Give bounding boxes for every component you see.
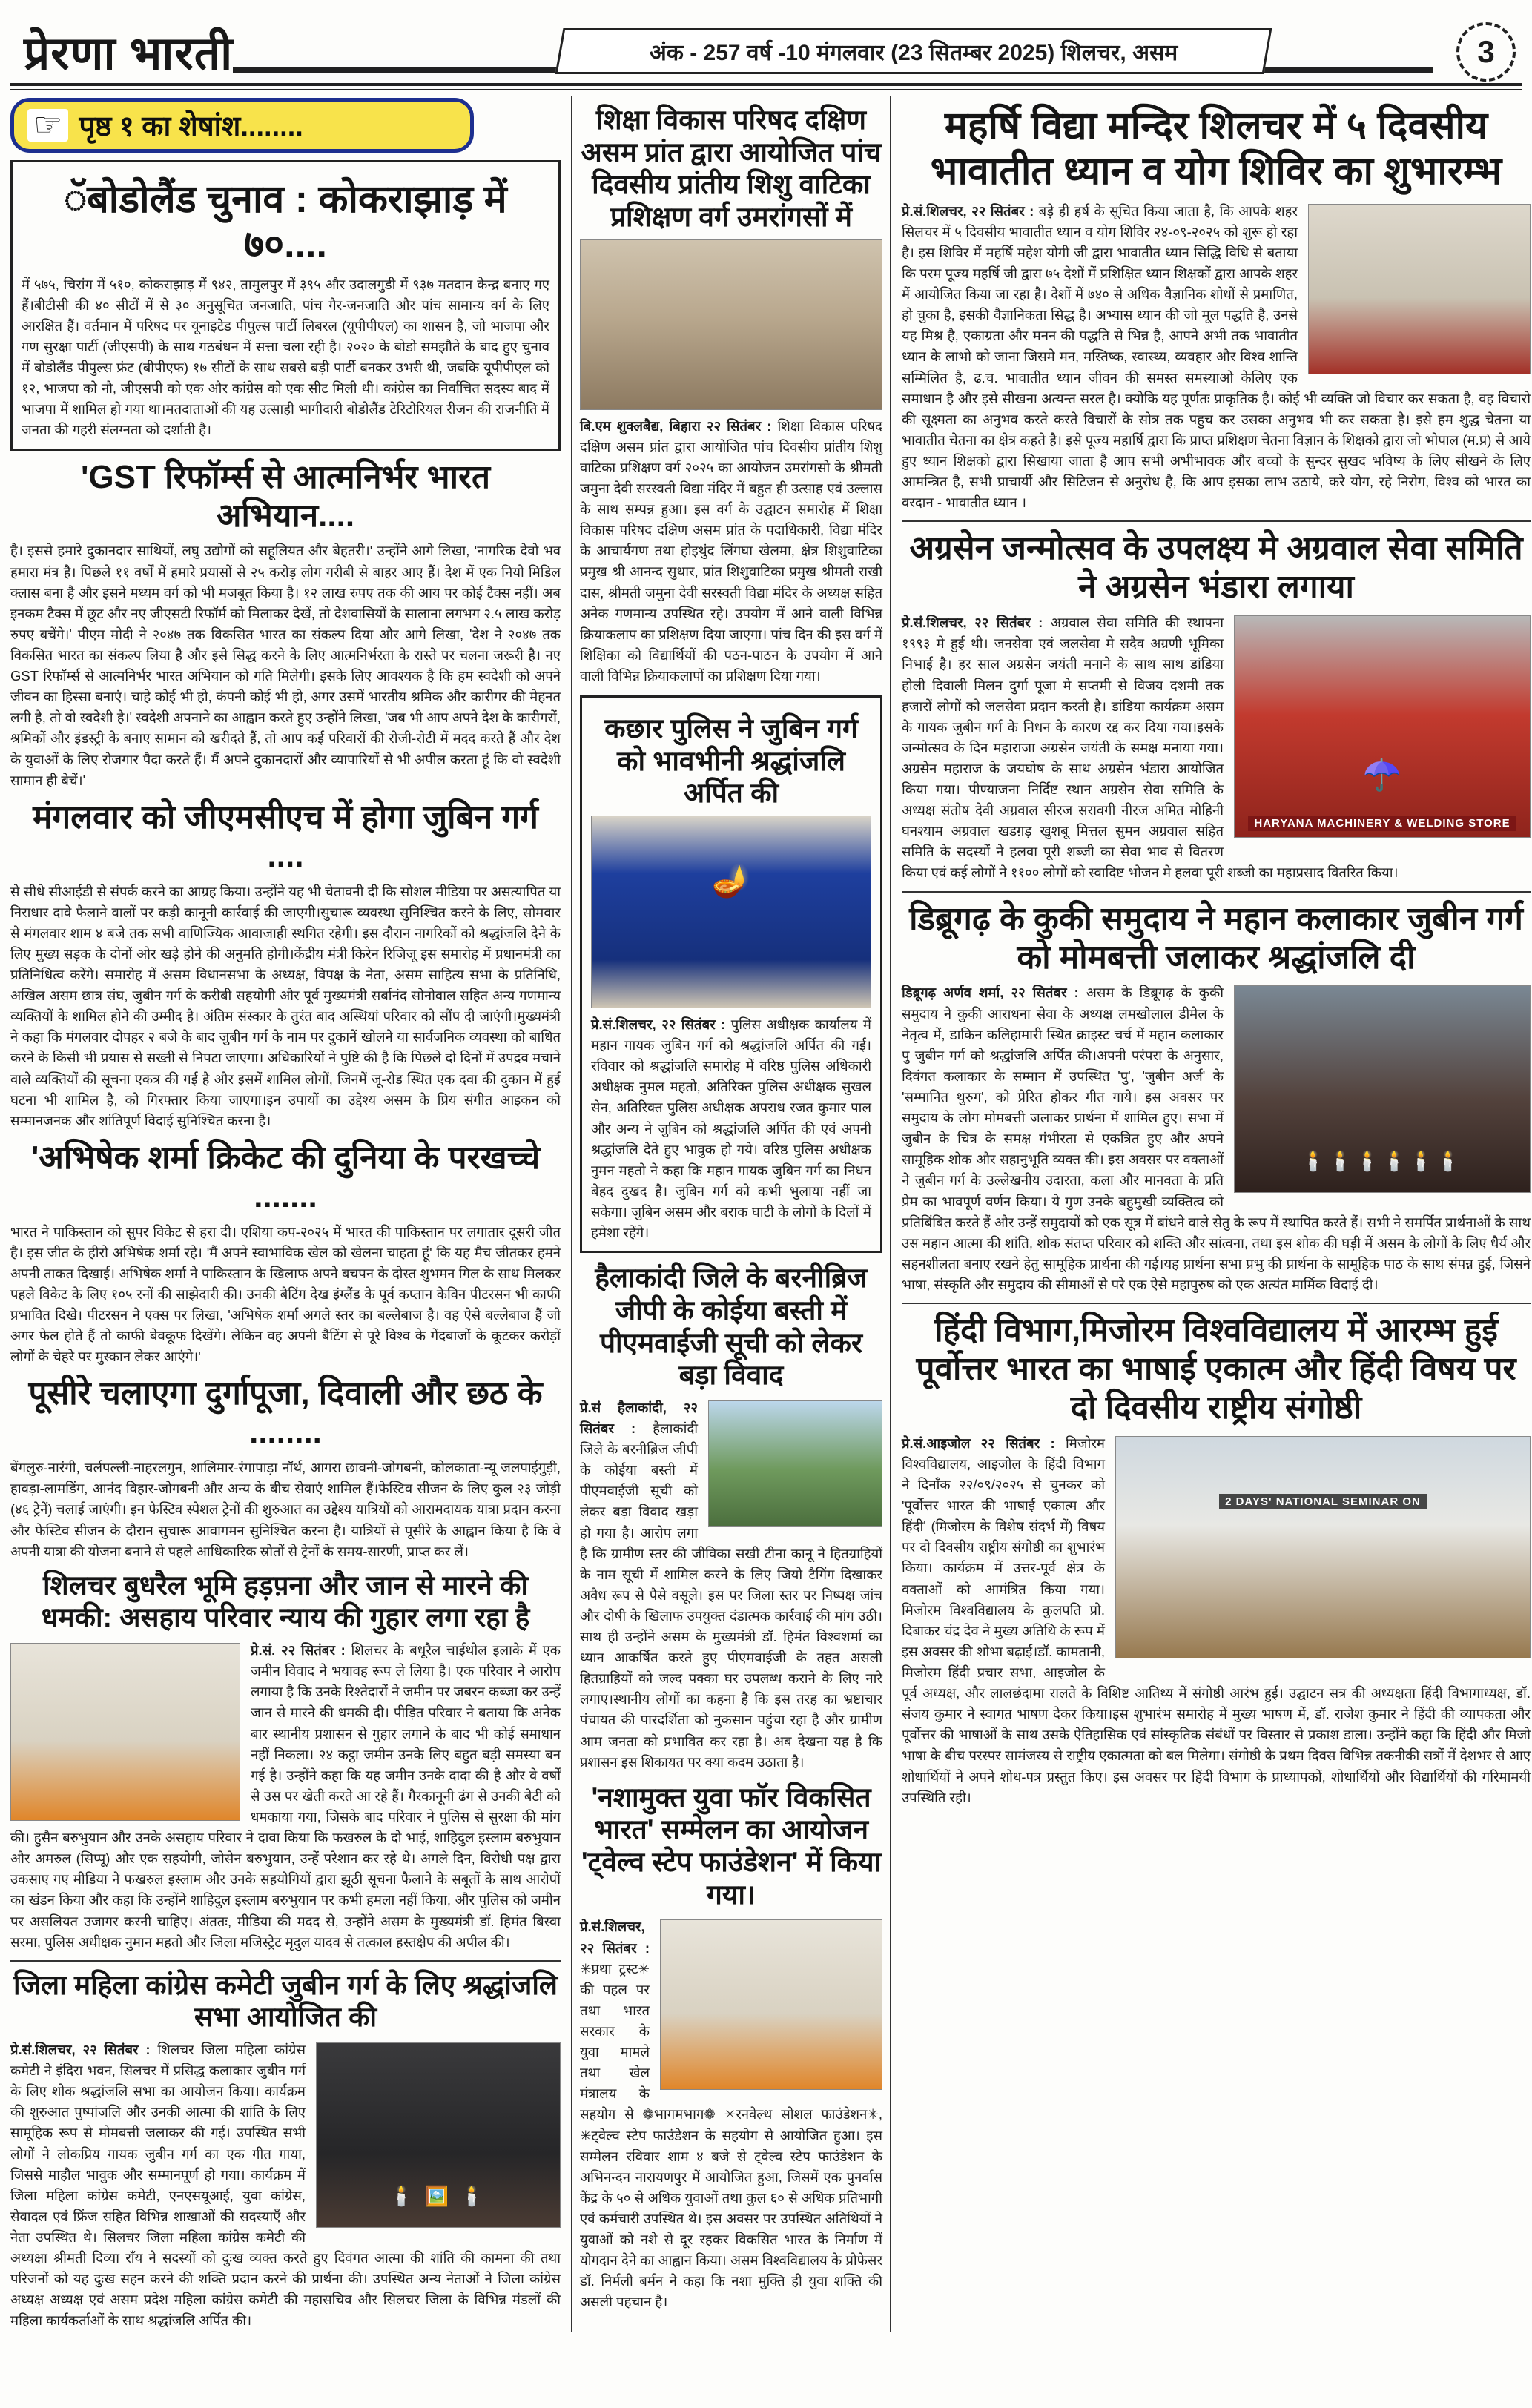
article-divider [10, 1960, 561, 1962]
article-body: मिजोरम विश्वविद्यालय, आइजोल के हिंदी विभाग ने दिनाँक २२/०९/२०२५ से चुनकर को 'पूर्वोत्तर भारत की भाषाई एकात्म और हिंदी' (मिजोरम के विशेष संदर्भ में) विषय पर दो दिवसीय राष्ट्रीय संगोष्ठी का शुभारंभ किया। कार्यक्रम में उत्तर-पूर्व क्षेत्र के वक्ताओं को आमंत्रित किया गया। मिजोरम विश्वविद्यालय के कुलपति प्रो. दिबाकर चंद्र देव ने मुख्य अतिथि के रूप में इस अवसर की शोभा बढ़ाई।डॉ. कामतानी, मिजोरम हिंदी प्रचार सभा, आइजोल के पूर्व अध्यक्ष, और लालछंदामा रालते के विशिष्ट आतिथ्य में संगोष्ठी आरंभ हुई। उद्घाटन सत्र की अध्यक्षता हिंदी विभागाध्यक्ष, डॉ. संजय कुमार ने स्वागत भाषण देकर किया।इस शुभारंभ समारोह में मुख्य भाषण में, डॉ. राजेश कुमार ने हिंदी की व्यापकता और पूर्वोत्तर की भाषाओं के साथ उसके ऐतिहासिक एवं सांस्कृतिक संबंधों पर विस्तार से प्रकाश डाला। उन्होंने कहा कि हिंदी और मिजो भाषा के बीच परस्पर सामंजस्य से राष्ट्रीय एकात्मता को बल मिलेगा। संगोष्ठी के प्रथम दिवस विभिन्न तकनीकी सत्रों में देशभर से आए शोधार्थियों ने अपने शोध-पत्र प्रस्तुत किए। इस अवसर पर हिंदी विभाग के प्राध्यापकों, शोधार्थियों और विद्यार्थियों की गरिमामयी उपस्थिति रही। [902, 1435, 1531, 1805]
article-byline: प्रे.सं.शिलचर, २२ सितंबर : [902, 202, 1034, 219]
article-byline: प्रे.सं. २२ सितंबर : [251, 1642, 346, 1658]
article-body: से सीधे सीआईडी से संपर्क करने का आग्रह किया। उन्होंने यह भी चेतावनी दी कि सोशल मीडिया पर असत्यापित या निराधार दावे फैलाने वालों पर कड़ी कानूनी कार्रवाई की जाएगी।सुचारू व्यवस्था सुनिश्चित करने के लिए, सोमवार से मंगलवार शाम ४ बजे तक सभी वाणिज्यिक आवाजाही स्थगित रहेगी। इस दौरान नागरिकों को श्रद्धांजलि देने के लिए मुख्य सड़क के दोनों ओर खड़े होने की अनुमति होगी।केंद्रीय मंत्री किरेन रिजिजू इस समारोह में प्रधानमंत्री का प्रतिनिधित्व करेंगे। समारोह में असम विधानसभा के अध्यक्ष, विपक्ष के नेता, असम साहित्य सभा के प्रतिनिधि, अखिल असम छात्र संघ, जुबीन गर्ग के करीबी सहयोगी और पूर्व मुख्यमंत्री सर्बानंद सोनोवाल सहित अन्य गणमान्य व्यक्तियों के शामिल होने की उम्मीद है। अंतिम संस्कार के तुरंत बाद अस्थियां परिवार को सौंप दी जाएंगी।मुख्यमंत्री ने कहा कि मंगलवार दोपहर २ बजे के बाद जुबीन गर्ग के नाम पर दुकानें खोलने या सार्वजनिक व्यवस्था को बाधित करने के किसी भी प्रयास से सख्ती से निपटा जाएगा। अधिकारियों ने पुष्टि की है कि पिछले दो दिनों में उपद्रव मचाने वाले व्यक्तियों की सूचना एकत्र की गई है और इसमें शामिल लोगों, जिनमें जू-रोड स्थित एक दवा की दुकान में हुई घटना भी शामिल है, को गिरफ्तार किया जाएगा।इन उपायों का उद्देश्य असम के प्रिय संगीत आइकन को सम्मानजनक और शांतिपूर्ण विदाई सुनिश्चित करना है। [10, 883, 561, 1128]
article-body-wrap [591, 1014, 871, 1243]
article-photo [708, 1400, 882, 1526]
article-nashamukt [580, 1782, 882, 2313]
article-divider [902, 891, 1531, 893]
article-photo [580, 239, 882, 410]
page-number: 3 [1477, 34, 1495, 69]
article-photo [1234, 985, 1531, 1193]
article-body: शिलचर के बधूरैल चाईथोल इलाके में एक जमीन विवाद ने भयावह रूप ले लिया है। एक परिवार ने आरोप लगाया है कि उनके रिश्तेदारों ने जमीन पर जबरन कब्जा कर उन्हें जान से मारने की धमकी दी। पीड़ित परिवार ने बताया कि अनेक बार स्थानीय प्रशासन से गुहार लगाने के बाद भी कोई समाधान नहीं निकला। २४ कट्ठा जमीन उनके लिए बहुत बड़ी समस्या बन गई है। उन्होंने कहा कि यह जमीन उनके दादा की है और वे वर्षों से उस पर खेती करते आ रहे हैं। गैरकानूनी ढंग से उनकी बेटी को धमकाया गया, जिसके बाद परिवार ने पुलिस से सुरक्षा की मांग की। हुसैन बरुभुयान और उनके असहाय परिवार ने दावा किया कि फखरुल के दो भाई, शाहिदुल इस्लाम बरुभुयान और अमरुल (सिप्पू) और एक सहयोगी, जोसेन बरुभुयान, उन्हें परेशान कर रहे थे। अगले दिन, विरोधी पक्ष द्वारा उकसाए गए मीडिया ने फखरुल इस्लाम और उनके सहयोगियों द्वारा झूठी सूचना फैलाने के सबूतों के साथ आरोपों का खंडन किया और कहा कि उन्होंने शाहिदुल इस्लाम बरुभुयान पर कभी हमला नहीं किया, और पुलिस को जमीन पर असलियत उजागर करनी चाहिए। अंततः, मीडिया की मदद से, उन्होंने असम के मुख्यमंत्री डॉ. हिमंत बिस्वा सरमा, पुलिस अधीक्षक नुमान महतो और जिला मजिस्ट्रेट मृदुल यादव से तत्काल हस्तक्षेप की अपील की। [10, 1642, 561, 1950]
candle-flames-icon: 🕯️ 🖼️ 🕯️ [389, 2185, 487, 2208]
article-headline: डिब्रूगढ़ के कुकी समुदाय ने महान कलाकार जुबीन गर्ग को मोमबत्ती जलाकर श्रद्धांजलि दी [909, 900, 1523, 976]
article-byline: प्रे.सं.शिलचर, २२ सितंबर : [10, 2042, 151, 2058]
article-body: अग्रवाल सेवा समिति की स्थापना १९९३ मे हुई थी। जनसेवा एवं जलसेवा मे सदैव अग्रणी भूमिका निभाई है। हर साल अग्रसेन जयंती मनाने के साथ साथ डांडिया होली दिवाली मिलन दुर्गा पूजा मे सप्तमी से विजय दशमी तक हजारों लोगों को जलसेवा प्रदान करती है। डांडिया कार्यक्रम असम के गायक जुबीन गर्ग के निधन के कारण रद्द कर दिया गया।इसके जन्मोत्सव के दिन महाराजा अग्रसेन जयंती के समक्ष मनाया गया। अग्रसेन महाराज के जयघोष के साथ अग्रसेन भंडारा आयोजित किया गया। पीण्याजना निर्दिष्ट स्थान अग्रसेन सेवा समिति के अध्यक्ष संतोष देवी अग्रवाल सीरज सरावगी नीरज अमित मोहिनी घनश्याम अग्रवाल खडग़ड़ खुशबू मित्तल सुमन अग्रवाल सहित समिति के सदस्यों ने हलवा पूरी शब्जी का सेवा भाव से वितरण किया एवं कई लोगों ने ११०० लोगों को स्वादिष्ट भोजन मे हलवा पूरी शब्जी का महाप्रसाद वितरित किया। [902, 615, 1399, 881]
article-hindi-seminar [902, 1312, 1531, 1808]
candle-flames-icon: 🕯️🕯️🕯️🕯️🕯️🕯️ [1301, 1150, 1464, 1173]
article-divider [902, 520, 1531, 522]
pointing-hand-icon: ☞ [27, 109, 68, 142]
content-grid [10, 96, 1531, 2332]
article-headline: जिला महिला कांग्रेस कमेटी जुबीन गर्ग के लिए श्रद्धांजलि सभा आयोजित की [13, 1969, 558, 2033]
article-photo [1115, 1436, 1531, 1658]
article-body: पुलिस अधीक्षक कार्यालय में महान गायक जुबिन गर्ग को श्रद्धांजलि अर्पित की गई। रविवार को श्रद्धांजलि समारोह में वरिष्ठ पुलिस अधिकारी अधीक्षक नुमल महतो, अतिरिक्त पुलिस अधीक्षक सुखल सेन, अतिरिक्त पुलिस अधीक्षक अपराध रजत कुमार पाल और अन्य ने जुबिन को श्रद्धांजलि अर्पित की एवं अपनी श्रद्धांजलि देते हुए भावुक हो गये। वरिष्ठ पुलिस अधीक्षक नुमन महतो ने कहा कि महान गायक जुबिन गर्ग का निधन बेहद दुखद है। जुबिन गर्ग को कभी भुलाया नहीं जा सकेगा। जुबिन असम और बराक घाटी के लोगों के दिलों में हमेशा रहेंगे। [591, 1016, 871, 1241]
article-shiksha-parishad [580, 104, 882, 687]
seminar-banner-label: 2 DAYS' NATIONAL SEMINAR ON [1219, 1494, 1427, 1509]
article-gst [10, 458, 561, 791]
article-photo [316, 2042, 561, 2228]
left-column-group [10, 96, 561, 2332]
masthead-title: प्रेरणा भारती [24, 28, 234, 79]
article-photo [1308, 204, 1531, 374]
article-byline: प्रे.सं.आइजोल २२ सितंबर : [902, 1435, 1055, 1451]
article-headline: शिलचर बुधरैल भूमि हड़प़ना और जान से मारने की धमकी: असहाय परिवार न्याय की गुहार लगा रहा है [41, 1570, 530, 1633]
article-headline: महर्षि विद्या मन्दिर शिलचर में ५ दिवसीय भावातीत ध्यान व योग शिविर का शुभारम्भ [930, 105, 1502, 194]
article-bodoland [10, 160, 561, 451]
shop-sign-label: HARYANA MACHINERY & WELDING STORE [1248, 816, 1516, 831]
article-headline: 'GST रिफॉर्म्स से आत्मनिर्भर भारत अभियान.... [80, 458, 491, 534]
article-body-wrap [580, 416, 882, 687]
umbrella-icon: ☂️ [1362, 757, 1402, 793]
article-headline: ॅबोडोलैंड चुनाव : कोकराझाड़ में ७०.... [64, 178, 507, 267]
continuation-banner-label: पृष्ठ १ का शेषांश........ [79, 111, 303, 142]
middle-column-group [571, 96, 891, 2332]
article-photo [591, 816, 871, 1008]
article-body: हैलाकांदी जिले के बरनीब्रिज जीपी के कोईया बस्ती में पीएमवाईजी सूची को लेकर बड़ा विवाद खड़ा हो गया है। आरोप लगा है कि ग्रामीण स्तर की जीविका सखी टीना कानू ने हितग्राहियों के नाम सूची में शामिल करने के लिए जियो टैगिंग दिखाकर अवैध रूप से पैसे वसूले। इस पर जिला स्तर पर निष्पक्ष जांच और दोषी के खिलाफ उपयुक्त दंडात्मक कार्रवाई की मांग उठी। साथ ही उन्होंने असम के मुख्यमंत्री डॉ. हिमंत विश्वशर्मा का ध्यान आकर्षित करते हुए पीएमवाईजी के तहत असली हितग्राहियों को जल्द पक्का घर उपलब्ध कराने के लिए नारे लगाए।स्थानीय लोगों का कहना है कि इस तरह का भ्रष्टाचार पंचायत की पारदर्शिता को नुकसान पहुंचा रहा है और ग्रामीण आम जनता को प्रभावित कर रहा है। अब देखना यह है कि प्रशासन इस शिकायत पर क्या कदम उठाता है। [580, 1420, 882, 1770]
article-byline: बि.एम शुक्लबैद्य, बिहारा २२ सितंबर : [580, 417, 772, 434]
article-byline: प्रे.सं हैलाकांदी, २२ सितंबर : [580, 1399, 698, 1436]
article-byline: प्रे.सं.शिलचर, २२ सितंबर : [902, 615, 1043, 631]
article-abhishek [10, 1139, 561, 1368]
article-body: में ५७५, चिरांग में ५१०, कोकराझाड़ में ९४२, तामुलपुर में ३९५ और उदालगुडी में ९३७ मतदान केन्द्र बनाए गए हैं।बीटीसी की ४० सीटों में से ३० अनुसूचित जनजाति, पांच गैर-जनजाति और पांच सामान्य वर्ग के लिए आरक्षित हैं। वर्तमान में परिषद पर यूनाइटेड पीपुल्स पार्टी लिबरल (यूपीपीएल) का शासन है, जो भाजपा और गण सुरक्षा पार्टी (जीएसपी) के साथ गठबंधन में सत्ता चला रही है। २०२० के बोडो समझौते के बाद हुए चुनाव में बोडोलैंड पीपुल्स फ्रंट (बीपीएफ) १७ सीटों के साथ सबसे बड़ी पार्टी बनकर उभरी थी, जबकि यूपीपीएल को १२, भाजपा को नौ, जीएसपी को एक और कांग्रेस को एक सीट मिली थी। कांग्रेस का निर्वाचित सदस्य बाद में भाजपा में शामिल हो गया था।मतदाताओं की यह उत्साही भागीदारी बोडोलैंड टेरिटोरियल रीजन की राजनीति में जनता की गहरी संलग्नता को दर्शाती है। [22, 276, 549, 438]
article-headline: शिक्षा विकास परिषद दक्षिण असम प्रांत द्वारा आयोजित पांच दिवसीय प्रांतीय शिशु वाटिका प्रशिक्षण वर्ग उमरांगसों में [581, 105, 882, 232]
article-mahila-congress [10, 1969, 561, 2332]
article-headline: पूसीरे चलाएगा दुर्गापूजा, दिवाली और छठ के ........ [28, 1375, 543, 1451]
page-header [10, 7, 1522, 83]
article-photo [660, 1919, 882, 2090]
article-agrasen [902, 529, 1531, 883]
article-divider [902, 1303, 1531, 1304]
article-maharishi [902, 104, 1531, 513]
continuation-banner [10, 98, 474, 153]
article-headline: अग्रसेन जन्मोत्सव के उपलक्ष्य मे अग्रवाल सेवा समिति ने अग्रसेन भंडारा लगाया [909, 530, 1523, 606]
article-land-dispute [10, 1570, 561, 1953]
article-cachar-police [580, 695, 882, 1253]
article-body: बेंगलुरु-नारंगी, चर्लपल्ली-नाहरलगुन, शालिमार-रंगापाड़ा नॉर्थ, आगरा छावनी-जोगबनी, कोलकाता-न्यू जलपाईगुड़ी, हावड़ा-लामडिंग, आनंद विहार-जोगबनी और अन्य के बीच सेवाएं शामिल हैं।फेस्टिव सीजन के लिए कुल २३ जोड़ी (४६ ट्रेनें) चलाई जाएंगी। इन फेस्टिव स्पेशल ट्रेनों की शुरुआत का उद्देश्य यात्रियों को आरामदायक यात्रा प्रदान करना और फेस्टिव सीजन के दौरान सुचारू आवागमन सुनिश्चित करना है। यात्रियों से पूसीरे के आह्वान किया है कि वे अपनी यात्रा की योजना बनाने से पहले आधिकारिक स्रोतों से ट्रेनों के समय-सारणी, प्राप्त कर लें। [10, 1460, 561, 1559]
article-photo [1234, 615, 1531, 838]
article-byline: प्रे.सं.शिलचर, २२ सितंबर : [580, 1919, 650, 1956]
article-headline: कछार पुलिस ने जुबिन गर्ग को भावभीनी श्रद्धांजलि अर्पित की [604, 713, 858, 809]
header-divider [10, 83, 1522, 90]
page-number-badge [1456, 22, 1516, 82]
article-body: ✳प्रथा ट्रस्ट✳ की पहल पर तथा भारत सरकार के युवा मामले तथा खेल मंत्रालय के सहयोग से ❁भागमभाग❁ ✳रनवेल्थ सोशल फाउंडेशन✳, ✳ट्वेल्व स्टेप फाउंडेशन के सहयोग से आयोजित हुआ। इस सम्मेलन रविवार शाम ४ बजे से ट्वेल्व स्टेप फाउंडेशन के अभिनन्दन नारायणपुर में आयोजित हुआ, जिसमें एक पुनर्वास केंद्र के ५० से अधिक युवाओं तथा कुल ६० से अधिक प्रतिभागी एवं कर्मचारी उपस्थित थे। इस अवसर पर उपस्थित अतिथियों ने युवाओं को नशे से दूर रहकर विकसित भारत के निर्माण में योगदान देने का आह्वान किया। असम विश्वविद्यालय के प्रोफेसर डॉ. निर्मली बर्मन ने कहा कि नशा मुक्ति ही युवा शक्ति की असली पहचान है। [580, 1960, 882, 2310]
article-body: शिलचर जिला महिला कांग्रेस कमेटी ने इंदिरा भवन, सिलचर में प्रसिद्ध कलाकार जुबीन गर्ग के लिए शोक श्रद्धांजलि सभा का आयोजन किया। कार्यक्रम की शुरुआत पुष्पांजलि और उनकी आत्मा की शांति के लिए सामूहिक रूप से मोमबत्ती जलाकर की गई। उपस्थित सभी लोगों ने लोकप्रिय गायक जुबीन गर्ग का एक गीत गाया, जिससे माहौल भावुक और सम्मानपूर्ण हो गया। कार्यक्रम में जिला महिला कांग्रेस कमेटी, एनएसयूआई, युवा कांग्रेस, सेवादल एवं फ्रिंज सहित विभिन्न शाखाओं की सदस्याएँ और नेता उपस्थित थे। सिलचर जिला महिला कांग्रेस कमेटी की अध्यक्षा श्रीमती दिव्या राँय ने सदस्यों को दुःख व्यक्त करते हुए दिवंगत आत्मा की शांति की कामना की तथा परिजनों को यह दुःख सहन करने की शक्ति प्रदान करने की प्रार्थना की। उपस्थित अन्य नेताओं ने जिला कांग्रेस अध्यक्ष अध्यक्ष एवं असम प्रदेश महिला कांग्रेस कमेटी की महासचिव और सिलचर जिला के विभिन्न मंडलों की महिला कार्यकर्ताओं के साथ श्रद्धांजलि अर्पित की। [10, 2042, 561, 2329]
article-byline: डिब्रूगढ़ अर्णव शर्मा, २२ सितंबर : [902, 985, 1079, 1001]
article-photo [10, 1643, 240, 1821]
article-dibrugarh-kuki [902, 900, 1531, 1295]
article-body-wrap [580, 1916, 882, 2312]
article-headline: हैलाकांदी जिले के बरनीब्रिज जीपी के कोईया बस्ती में पीएमवाईजी सूची को लेकर बड़ा विवाद [595, 1263, 868, 1391]
article-body: असम के डिब्रूगढ़ के कुकी समुदाय ने कुकी आराधना सेवा के अध्यक्ष लमखोलाल डीमेल के नेतृत्व में, डाकिन कलिहामारी स्थित क्राइस्ट चर्च में महान कलाकार पु जुबीन गर्ग को श्रद्धांजलि अर्पित की।अपनी परंपरा के अनुसार, दिवंगत कलाकार के सम्मान में उपस्थित 'पु', 'जुबीन अर्ज' के 'सम्मानित थुरुग', को प्रेरित होकर गीत गाये। इस अवसर पर समुदाय के लोग मोमबत्ती जलाकर प्रार्थना में शामिल हुए। सभा में जुबीन के चित्र के समक्ष गंभीरता से एकत्रित हुए और अपने सामूहिक शोक और सहानुभूति व्यक्त की। इस अवसर पर वक्ताओं ने जुबीन गर्ग के उल्लेखनीय उदारता, कला और मानवता के प्रति प्रेम का भावपूर्ण वर्णन किया। ये गुण उनके बहुमुखी व्यक्तित्व को प्रतिबिंबित करते हैं और उन्हें समुदायों को एक सूत्र में बांधने वाले सेतु के रूप में स्थापित करते हैं। सभी ने समर्पित प्रार्थनाओं के साथ उस महान आत्मा की शांति, शोक संतप्त परिवार को शक्ति और सांत्वना, तथा इस शोक की घड़ी में असम के लोगों के लिए धैर्य और सहनशीलता बनाए रखने हेतु सामूहिक प्रार्थना की गई।यह प्रार्थना सभा प्रभु की प्रार्थना के सामूहिक पाठ के साथ संपन्न हुई, जिसने भाषा, संस्कृति और समुदाय की सीमाओं से परे एक ऐसे महापुरुष को एक अत्यंत मार्मिक विदाई दी। [902, 985, 1531, 1292]
issue-line: अंक - 257 वर्ष -10 मंगलवार (23 सितम्बर 2025) शिलचर, असम [649, 40, 1178, 65]
article-body: शिक्षा विकास परिषद दक्षिण असम प्रांत द्वारा आयोजित पांच दिवसीय प्रांतीय शिशु वाटिका प्रशिक्षण वर्ग २०२५ का आयोजन उमरांगसो के श्रीमती जमुना देवी सरस्वती विद्या मंदिर में बहुत ही उत्साह एवं उल्लास के साथ सम्पन्न हुआ। इस वर्ग के उद्घाटन समारोह में शिक्षा विकास परिषद दक्षिण असम प्रांत के पदाधिकारी, विद्या मंदिर के आचार्यगण तथा होइथुंद लिंगघा खेलमा, क्षेत्र शिशुवाटिका प्रमुख श्री आनन्द सुथार, प्रांत शिशुवाटिका प्रमुख श्रीमती राखी दास, श्रीमती जमुना देवी सरस्वती विद्या मंदिर के अध्यक्ष सहित अनेक गणमान्य उपस्थित रहे। उपयोग में आने वाली विभिन्न क्रियाकलाप का प्रशिक्षण दिया जाएगा। पांच दिन की इस वर्ग में शिक्षिका को विद्यार्थियों की पठन-पाठन के उपयोग में आने वाली विभिन्न क्रियाकलापों का प्रशिक्षण दिया गया। [580, 417, 882, 684]
article-gmch [10, 798, 561, 1131]
right-column-group [902, 96, 1531, 2332]
article-headline: 'नशामुक्त युवा फॉर विकसित भारत' सम्मेलन का आयोजन 'ट्वेल्व स्टेप फाउंडेशन' में किया गया। [581, 1782, 882, 1910]
article-headline: मंगलवार को जीएमसीएच में होगा जुबिन गर्ग .... [33, 798, 538, 874]
oil-lamp-icon: 🪔 [711, 863, 751, 899]
article-body: भारत ने पाकिस्तान को सुपर विकेट से हरा दी। एशिया कप-२०२५ में भारत की पाकिस्तान पर लगातार दूसरी जीत है। इस जीत के हीरो अभिषेक शर्मा रहे। 'मैं अपने स्वाभाविक खेल को खेलना चाहता हूं' कि यह मैच जीतकर हमने अपनी ताकत दिखाई। अभिषेक शर्मा ने पाकिस्तान के खिलाफ अपने बचपन के दोस्त शुभमन गिल के साथ मिलकर पहले विकेट के लिए १०५ रनों की साझेदारी की। उनकी बैटिंग देख इंग्लैंड के पूर्व कप्तान केविन पीटरसन भी काफी प्रभावित दिखे। पीटरसन ने एक्स पर लिखा, 'अभिषेक शर्मा अगले स्तर का बल्लेबाज है। वह ऐसे बल्लेबाज हैं जो अगर फेल होते हैं तो काफी बेवकूफ दिखेंगे। लेकिन वह अपनी बैटिंग से पूरे विश्व के गेंदबाजों के कूटकर करोड़ों लोगों के चेहरे पर मुस्कान लेकर आएंगे।' [10, 1223, 561, 1365]
article-railway [10, 1375, 561, 1561]
article-byline: प्रे.सं.शिलचर, २२ सितंबर : [591, 1016, 726, 1033]
article-body: है। इससे हमारे दुकानदार साथियों, लघु उद्योगों को सहूलियत और बेहतरी।' उन्होंने आगे लिखा, 'नागरिक देवो भव हमारा मंत्र है। पिछले ११ वर्षों में हमारे प्रयासों से २५ करोड़ लोग गरीबी से बाहर आए हैं। देश में एक नियो मिडिल क्लास बना है और इसने मध्यम वर्ग को भी मजबूत किया है। १२ लाख रुपए तक की आय पर कोई टैक्स नहीं। अब इनकम टैक्स में छूट और नए जीएसटी रिफॉर्म को मिलाकर देखें, तो देशवासियों के सालाना लगभग २.५ लाख करोड़ रुपए बचेंगे।' पीएम मोदी ने २०४७ तक विकसित भारत का संकल्प दिया और आगे लिखा, 'देश ने २०४७ तक विकसित भारत का संकल्प लिया है और इसे सिद्ध करने के लिए आत्मनिर्भरता के रास्ते पर चलना जरूरी है। नए GST रिफॉर्म्स से आत्मनिर्भर भारत अभियान को गति मिलेगी। इसके लिए आवश्यक है कि हम स्वदेशी को अपने जीवन का हिस्सा बनाएं। चाहे कोई भी हो, कंपनी कोई भी हो, अगर उसमें भारतीय श्रमिक और कारीगर की मेहनत लगी है, तो वो स्वदेशी है।' स्वदेशी अपनाने का आह्वान करते हुए उन्होंने लिखा, 'जब भी आप अपने देश के कारीगरों, श्रमिकों और इंडस्ट्री के बनाए सामान को खरीदते हैं, तो आप कई परिवारों की रोजी-रोटी में मदद करते हैं और देश के युवाओं के लिए रोजगार पैदा करते हैं। मैं अपने दुकानदारों और व्यापारियों से भी अपील करता हूं कि वो स्वदेशी सामान ही बेचें।' [10, 543, 561, 788]
article-hailakandi [580, 1262, 882, 1773]
article-headline: 'अभिषेक शर्मा क्रिकेट की दुनिया के परखच्चे ....... [30, 1139, 541, 1214]
issue-line-box [555, 28, 1272, 74]
article-body: बड़े ही हर्ष के सूचित किया जाता है, कि आपके शहर सिलचर में ५ दिवसीय भावातीत ध्यान व योग शिविर २४-०९-२०२५ को शुरू हो रहा है। इस शिविर में महर्षि महेश योगी जी द्वारा भावातीत ध्यान सिद्धि विधि से बताया कि परम पूज्य महर्षि जी द्वारा ७५ देशों में प्रशिक्षित ध्यान शिक्षकों द्वारा आपके शहर में आयोजित किया जा रहा है। देशों में ७४० से अधिक वैज्ञानिक शोधों से प्रमाणित, हो चुका है, इसकी वैज्ञानिकता सिद्ध है। अभ्यास ध्यान की जो मूल पद्धति है, उनसे यह मिश्र है, एकाग्रता और मनन की पद्धति से भिन्न है, आपने अभी तक भावातीत ध्यान के लाभो को जाना जिसमे मन, मस्तिष्क, स्वास्थ्य, व्यवहार और विश्व शान्ति सम्मिलित है, ढ.च. भावातीत ध्यान जीवन की समस्त समस्याओ केलिए एक समाधान है और इसे सीखना अत्यन्त सरल है। क्योकि यह पूर्णतः प्राकृतिक है। कोई भी व्यक्ति जो विचार कर सकता है, वह विचारो की सूक्ष्मता का अनुभव करते करते विचारों के सोत्र तक पहुच कर उसका अनुभव भी कर सकता है। इसे हम शुद्ध चेतना या भावातीत चेतना का क्षेत्र कहते है। इसे पूज्य महार्षि द्वारा कि प्राप्त प्रशिक्षण चेतना विज्ञान के शिक्षको द्वारा जो भोपाल (म.प्र) से आये हुए ध्यान शिक्षको द्वारा सिखाया जाता है आप सभी अभीभावक और बच्चो के सुन्दर सुखद भविष्य के लिए सीखने के लिए आमन्त्रित है, सभी प्राचार्यी और सिटिजन से अनुरोध है, कि आप इसका लाभ उठाये, करे योग, रहे निरोग, विश्व को भारत का वरदान - भावातीत ध्यान । [902, 202, 1531, 511]
article-headline: हिंदी विभाग,मिजोरम विश्वविद्यालय में आरम्भ हुई पूर्वोत्तर भारत का भाषाई एकात्म और हिंदी विषय पर दो दिवसीय राष्ट्रीय संगोष्ठी [916, 1312, 1516, 1426]
